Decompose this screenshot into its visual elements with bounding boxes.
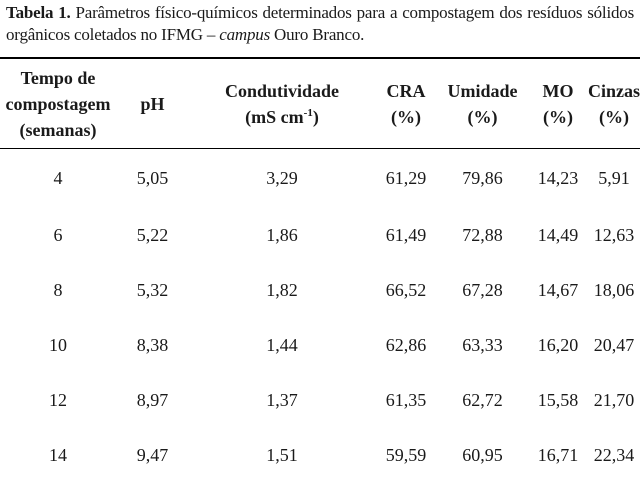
cell-mo: 14,67	[537, 280, 579, 300]
cell-cinzas: 12,63	[593, 225, 635, 245]
table-header-rule	[0, 148, 640, 149]
cell-mo: 16,20	[537, 335, 579, 355]
unit-prefix: (mS cm	[245, 106, 304, 127]
cell-umidade: 63,33	[462, 335, 503, 355]
cell-mo: 14,23	[537, 167, 579, 188]
cell-cra: 62,86	[385, 335, 427, 355]
header-umidade	[437, 59, 528, 148]
table-body	[0, 148, 640, 483]
cell-condutividade: 1,51	[266, 445, 298, 465]
cell-condutividade: 1,86	[266, 225, 298, 245]
cell-cinzas: 18,06	[593, 280, 635, 300]
cell-condutividade: 1,37	[266, 390, 298, 410]
header-cinzas-line: (%)	[599, 106, 629, 127]
cell-ph: 5,05	[136, 167, 169, 188]
unit-exponent: -1	[303, 106, 313, 119]
header-tempo	[0, 59, 116, 148]
cell-mo: 15,58	[537, 390, 579, 410]
table-row	[0, 208, 640, 263]
cell-cinzas: 20,47	[593, 335, 635, 355]
header-cra	[375, 59, 437, 148]
header-ph-line: pH	[140, 93, 165, 114]
header-cra-line: CRA	[386, 80, 426, 101]
cell-cinzas: 21,70	[593, 390, 635, 410]
cell-cra: 61,35	[385, 390, 427, 410]
cell-umidade: 67,28	[462, 280, 503, 300]
cell-cra: 61,29	[385, 167, 427, 188]
cell-tempo: 12	[49, 390, 67, 410]
header-cinzas	[588, 59, 640, 148]
cell-umidade: 60,95	[462, 445, 503, 465]
cell-tempo: 10	[49, 335, 67, 355]
header-umidade-line: Umidade	[447, 80, 518, 101]
header-condutividade	[189, 59, 375, 148]
header-tempo-line: compostagem	[5, 93, 111, 114]
cell-ph: 5,22	[136, 225, 169, 245]
caption-text-end: Ouro Branco.	[270, 25, 365, 44]
caption-text: Parâmetros físico-químicos determinados para a compostagem dos resíduos sólidos orgânicos coletados no IFMG –	[6, 3, 634, 44]
cell-cinzas: 5,91	[598, 167, 630, 188]
caption-label: Tabela 1.	[6, 3, 71, 22]
cell-ph: 5,32	[136, 280, 169, 300]
table-row	[0, 428, 640, 483]
table-row	[0, 148, 640, 208]
cell-umidade: 72,88	[462, 225, 503, 245]
cell-mo: 16,71	[537, 445, 579, 465]
table-row	[0, 318, 640, 373]
caption-italic: campus	[219, 25, 270, 44]
cell-condutividade: 3,29	[266, 167, 298, 188]
cell-umidade: 79,86	[462, 167, 503, 188]
cell-cra: 59,59	[385, 445, 427, 465]
header-cinzas-line: Cinzas	[588, 80, 640, 101]
cell-tempo: 14	[49, 445, 67, 465]
cell-condutividade: 1,82	[266, 280, 298, 300]
header-condutividade-line: Condutividade	[224, 80, 340, 101]
cell-cra: 66,52	[385, 280, 427, 300]
header-ph	[116, 59, 189, 148]
table-header	[0, 59, 640, 148]
table-row	[0, 263, 640, 318]
table-row	[0, 373, 640, 428]
header-cra-line: (%)	[391, 106, 421, 127]
cell-tempo: 8	[53, 280, 63, 300]
cell-cinzas: 22,34	[593, 445, 635, 465]
cell-ph: 8,38	[136, 335, 169, 355]
header-condutividade-unit	[189, 104, 375, 130]
cell-tempo: 4	[53, 167, 63, 188]
table-caption	[6, 2, 634, 46]
cell-cra: 61,49	[385, 225, 427, 245]
cell-umidade: 62,72	[462, 390, 503, 410]
header-umidade-line: (%)	[467, 106, 498, 127]
data-table	[0, 59, 640, 483]
header-mo-line: MO	[542, 80, 574, 101]
header-tempo-line: (semanas)	[19, 119, 97, 140]
cell-condutividade: 1,44	[266, 335, 298, 355]
header-mo	[528, 59, 588, 148]
header-row	[0, 59, 640, 148]
cell-ph: 8,97	[136, 390, 169, 410]
cell-ph: 9,47	[136, 445, 169, 465]
cell-tempo: 6	[53, 225, 63, 245]
unit-suffix: )	[312, 106, 319, 127]
cell-mo: 14,49	[537, 225, 579, 245]
header-tempo-line: Tempo de	[20, 67, 96, 88]
header-mo-line: (%)	[543, 106, 573, 127]
